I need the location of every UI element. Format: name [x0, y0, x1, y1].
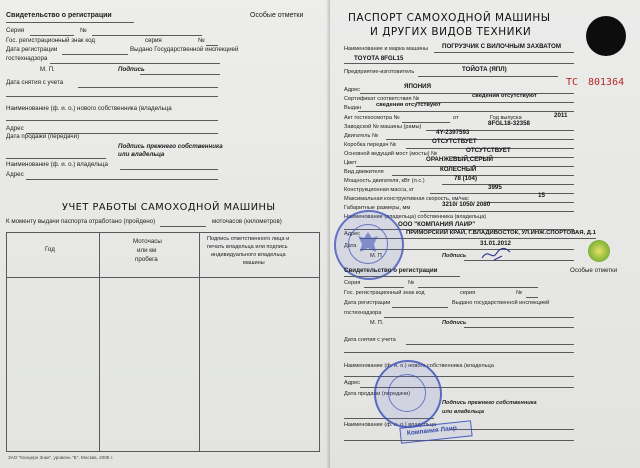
company-stamp — [374, 360, 442, 428]
owner-name-r: Наименование (ф. и. о.) нового собственника (владельца — [344, 363, 494, 369]
col-year: Год — [45, 246, 55, 253]
number-sign-2: № — [198, 37, 205, 44]
sale-date-r: Дата продажи (передачи) — [344, 391, 411, 397]
speed-label: Максимальная конструктивная скорость, км/час — [344, 196, 469, 202]
speed-value: 15 — [538, 192, 545, 199]
green-sticker — [588, 240, 610, 262]
handwritten-signature — [480, 244, 516, 264]
print-footer: ЗАО "Концерн Знак", уровень "Б", Москва, 2008 г. — [8, 455, 114, 460]
eagle-emblem-icon — [356, 230, 380, 256]
col-hours-1: Моточасы — [133, 238, 162, 245]
axle-label: Основной ведущий мост (мосты) № — [344, 151, 438, 157]
special-marks-r: Особые отметки — [570, 267, 618, 274]
reg-heading: Свидетельство о регистрации — [6, 12, 112, 19]
owner-addr-value: ПРИМОРСКИЙ КРАЙ, Г.ВЛАДИВОСТОК, УЛ.ИНЖ.СПОРТОВАЯ, Д.1 — [406, 230, 596, 236]
owner-name: Наименование (ф. и. о.) нового собственника (владельца — [6, 105, 172, 112]
factory-no-label: Заводской № машины (рамы) — [344, 124, 422, 130]
issued-by-r: Выдано государственной инспекцией — [452, 300, 550, 306]
issued-by: Выдано Государственной инспекцией — [130, 46, 239, 53]
name-value-2: TOYOTA 8FGL15 — [354, 55, 404, 62]
number-sign2-r: № — [516, 290, 523, 296]
year-label: Год выпуска — [490, 115, 522, 121]
series-label-2: серия — [145, 37, 162, 44]
mp-label-r: М. П. — [370, 253, 384, 259]
address-label-r: Адрес — [344, 87, 361, 93]
work-log-table — [6, 232, 320, 452]
owner-label-r: Наименование (владельца) собственника (владельца) — [344, 214, 487, 220]
special-marks: Особые отметки — [250, 12, 304, 19]
work-log-subtitle-2: моточасов (километров) — [212, 218, 282, 225]
maker-value: ТОЙОТА (ЯПЛ) — [462, 66, 507, 73]
col-sign-4: машины — [243, 260, 265, 266]
prev-owner-sign-2: или владельца — [118, 151, 165, 158]
factory-no-value: 8FGL18-32358 — [488, 120, 530, 127]
power-value: 78 (104) — [454, 175, 478, 182]
col-hours-3: пробега — [135, 256, 158, 263]
col-sign-3: индивидуального владельца — [211, 252, 286, 258]
gearbox-label: Коробка передач № — [344, 142, 396, 148]
col-sign-1: Подпись ответственного лица и — [207, 236, 290, 242]
date-value: 31.01.2012 — [480, 240, 511, 247]
address-label-2: Адрес — [6, 171, 24, 178]
work-log-title: УЧЕТ РАБОТЫ САМОХОДНОЙ МАШИНЫ — [62, 202, 276, 213]
axle-value: ОТСУТСТВУЕТ — [466, 147, 511, 154]
signature-label-r: Подпись — [442, 253, 467, 259]
col-hours-2: или км — [137, 247, 157, 254]
prev-owner-sign-1-r: Подпись прежнего собственника — [442, 400, 537, 406]
name-label: Наименование и марка машины — [344, 46, 428, 52]
owner-addr-label: Адрес — [344, 231, 361, 237]
deregister-date-r: Дата снятия с учета — [344, 337, 396, 343]
gearbox-value: ОТСУТСТВУЕТ — [432, 138, 477, 145]
maker-label: Предприятие-изготовитель — [344, 69, 415, 75]
mass-value: 3995 — [488, 184, 502, 191]
signature-label: Подпись — [118, 66, 145, 73]
serial-prefix: ТС — [566, 77, 579, 88]
prev-owner-sign-1: Подпись прежнего собственника — [118, 143, 223, 150]
passport-title-2: И ДРУГИХ ВИДОВ ТЕХНИКИ — [370, 26, 532, 38]
address-label-r2: Адрес — [344, 380, 361, 386]
akt-from: от — [453, 115, 459, 121]
cert-value: сведения отсутствуют — [472, 93, 537, 99]
akt-label: Акт гостехосмотра № — [344, 115, 400, 121]
reg-heading-r: Свидетельство о регистрации — [344, 267, 438, 274]
series-label-r: Серия — [344, 280, 361, 286]
signature-label-r2: Подпись — [442, 320, 467, 326]
series-label2-r: серия — [460, 290, 476, 296]
mass-label: Конструкционная масса, кг — [344, 187, 414, 193]
issued-label-r: Выдан — [344, 105, 362, 111]
reg-date-label-r: Дата регистрации — [344, 300, 391, 306]
cert-label: Сертификат соответствия № — [344, 96, 420, 102]
hologram-sticker — [586, 16, 626, 56]
gostekhnadzor: гостехнадзора — [6, 55, 48, 62]
reg-date-label: Дата регистрации — [6, 46, 58, 53]
date-label: Дата — [344, 243, 357, 249]
mp-label: М. П. — [40, 66, 55, 73]
sale-date: Дата продажи (передачи) — [6, 133, 80, 140]
stamp-text: Компания Лаир — [406, 424, 458, 438]
deregister-date: Дата снятия с учета — [6, 79, 64, 86]
drive-value: КОЛЕСНЫЙ — [440, 166, 477, 173]
mp-label-r2: М. П. — [370, 320, 384, 326]
dims-value: 3210/ 1050/ 2080 — [442, 201, 491, 208]
owner-name-2-r: Наименование (ф. и. о.) владельца — [344, 422, 437, 428]
year-value: 2011 — [554, 112, 568, 119]
color-value: ОРАНЖЕВЫЙ,СЕРЫЙ — [426, 156, 493, 163]
number-sign-r: № — [408, 280, 415, 286]
address-value-r: ЯПОНИЯ — [404, 83, 432, 90]
engine-label: Двигатель № — [344, 133, 378, 139]
dims-label: Габаритные размеры, мм — [344, 205, 411, 211]
col-sign-2: печать владельца или подпись — [207, 244, 288, 250]
serial-number: 801364 — [588, 77, 625, 88]
prev-owner-sign-2-r: или владельца — [442, 409, 484, 415]
right-page — [330, 0, 640, 468]
power-label: Мощность двигателя, кВт (л.с.) — [344, 178, 425, 184]
gos-znak-label: Гос. регистрационный знак код — [6, 37, 96, 44]
name-value-1: ПОГРУЗЧИК С ВИЛОЧНЫМ ЗАХВАТОМ — [442, 43, 561, 50]
gostekhnadzor-r: гостехнадзора — [344, 310, 382, 316]
gos-znak-label-r: Гос. регистрационный знак код — [344, 290, 425, 296]
series-label: Серия — [6, 27, 25, 34]
work-log-subtitle-1: К моменту выдачи паспорта отработано (пройдено) — [6, 218, 156, 225]
passport-title-1: ПАСПОРТ САМОХОДНОЙ МАШИНЫ — [348, 12, 551, 24]
number-sign: № — [80, 27, 87, 34]
owner-value-r: ООО "КОМПАНИЯ ЛАИР" — [398, 221, 476, 228]
drive-label: Вид движителя — [344, 169, 384, 175]
address-label: Адрес — [6, 125, 24, 132]
owner-name-2: Наименование (ф. и. о.) владельца — [6, 161, 108, 168]
color-label: Цвет — [344, 160, 357, 166]
engine-value: 4Y-2397593 — [436, 129, 470, 136]
cert-value-2: сведения отсутствуют — [376, 102, 441, 108]
